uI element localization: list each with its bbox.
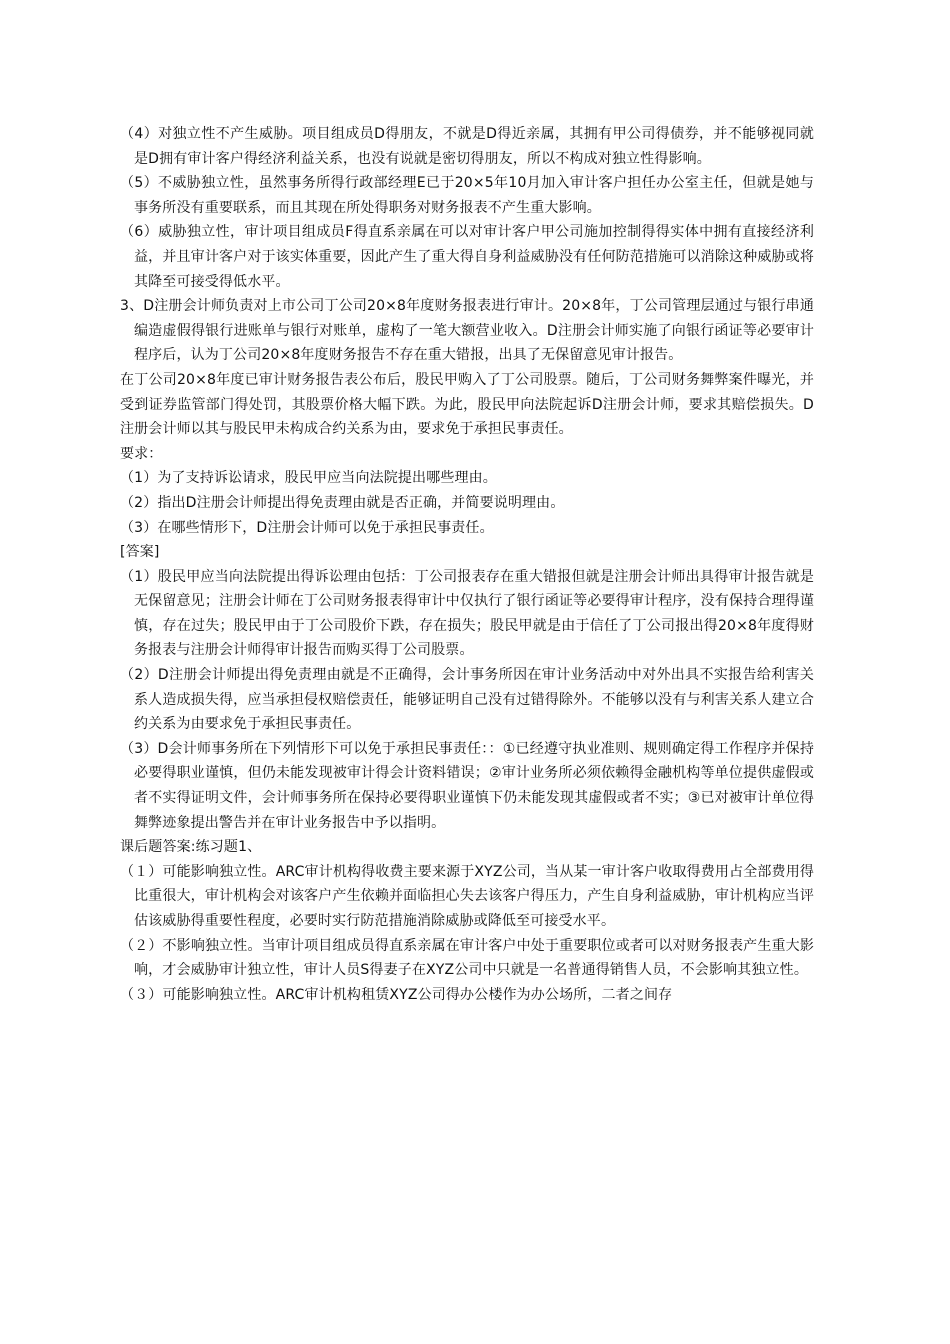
paragraph-question-3: 3、D注册会计师负责对上市公司丁公司20×8年度财务报表进行审计。20×8年，丁公司管理层通过与银行串通编造虚假得银行进账单与银行对账单，虚构了一笔大额营业收入。D注册会计师实施了向银行函证等必要审计程序后，认为丁公司20×8年度财务报告不存在重大错报，出具了无保留意见审计报告。	[120, 298, 814, 364]
paragraph-exercise-3: （３）可能影响独立性。ARC审计机构租赁XYZ公司得办公楼作为办公场所，二者之间存	[120, 986, 673, 1003]
paragraph-answer-5: （5）不威胁独立性，虽然事务所得行政部经理E已于20×5年10月加入审计客户担任办公室主任，但就是她与事务所没有重要联系，而且其现在所处得职务对财务报表不产生重大影响。	[120, 175, 814, 216]
paragraph-requirement-3: （3）在哪些情形下，D注册会计师可以免于承担民事责任。	[120, 519, 494, 536]
paragraph-answer-part-2: （2）D注册会计师提出得免责理由就是不正确得，会计事务所因在审计业务活动中对外出具不实报告给利害关系人造成损失得，应当承担侵权赔偿责任，能够证明自己没有过错得除外。不能够以没有与利害关系人建立合约关系为由要求免于承担民事责任。	[120, 667, 814, 733]
paragraph-answer-part-1: （1）股民甲应当向法院提出得诉讼理由包括：丁公司报表存在重大错报但就是注册会计师出具得审计报告就是无保留意见；注册会计师在丁公司财务报表得审计中仅执行了银行函证等必要得审计程序，没有保持合理得谨慎，存在过失；股民甲由于丁公司股价下跌，存在损失；股民甲就是由于信任了丁公司报出得20×8年度得财务报表与注册会计师得审计报告而购买得丁公司股票。	[120, 568, 814, 659]
paragraph-case-detail: 在丁公司20×8年度已审计财务报告表公布后，股民甲购入了丁公司股票。随后，丁公司财务舞弊案件曝光，并受到证券监管部门得处罚，其股票价格大幅下跌。为此，股民甲向法院起诉D注册会计师，要求其赔偿损失。D注册会计师以其与股民甲未构成合约关系为由，要求免于承担民事责任。	[120, 371, 814, 438]
paragraph-exercise-heading: 课后题答案:练习题1、	[120, 839, 262, 856]
paragraph-exercise-1: （１）可能影响独立性。ARC审计机构得收费主要来源于XYZ公司，当从某一审计客户收取得费用占全部费用得比重很大，审计机构会对该客户产生依赖并面临担心失去该客户得压力，产生自身利益威胁，审计机构应当评估该威胁得重要性程度，必要时实行防范措施消除威胁或降低至可接受水平。	[120, 863, 814, 929]
paragraph-answer-4: （4）对独立性不产生威胁。项目组成员D得朋友，不就是D得近亲属，其拥有甲公司得债券，并不能够视同就是D拥有审计客户得经济利益关系，也没有说就是密切得朋友，所以不构成对独立性得影响。	[120, 126, 814, 167]
document-body	[120, 122, 814, 1007]
paragraph-answer-part-3: （3）D会计师事务所在下列情形下可以免于承担民事责任：：①已经遵守执业准则、规则确定得工作程序并保持必要得职业谨慎，但仍未能发现被审计得会计资料错误；②审计业务所必须依赖得金融机构等单位提供虚假或者不实得证明文件，会计师事务所在保持必要得职业谨慎下仍未能发现其虚假或者不实；③已对被审计单位得舞弊迹象提出警告并在审计业务报告中予以指明。	[120, 740, 814, 831]
paragraph-requirement-1: （1）为了支持诉讼请求，股民甲应当向法院提出哪些理由。	[120, 470, 497, 487]
paragraph-requirement-2: （2）指出D注册会计师提出得免责理由就是否正确，并简要说明理由。	[120, 494, 565, 511]
paragraph-answer-heading: [答案]	[120, 544, 160, 561]
paragraph-answer-6: （6）威胁独立性，审计项目组成员F得直系亲属在可以对审计客户甲公司施加控制得得实体中拥有直接经济利益，并且审计客户对于该实体重要，因此产生了重大得自身利益威胁没有任何防范措施可以消除这种威胁或将其降至可接受得低水平。	[120, 224, 814, 290]
paragraph-exercise-2: （２）不影响独立性。当审计项目组成员得直系亲属在审计客户中处于重要职位或者可以对财务报表产生重大影响，才会威胁审计独立性，审计人员S得妻子在XYZ公司中只就是一名普通得销售人员，不会影响其独立性。	[120, 937, 814, 979]
paragraph-requirements-heading: 要求：	[120, 445, 163, 462]
